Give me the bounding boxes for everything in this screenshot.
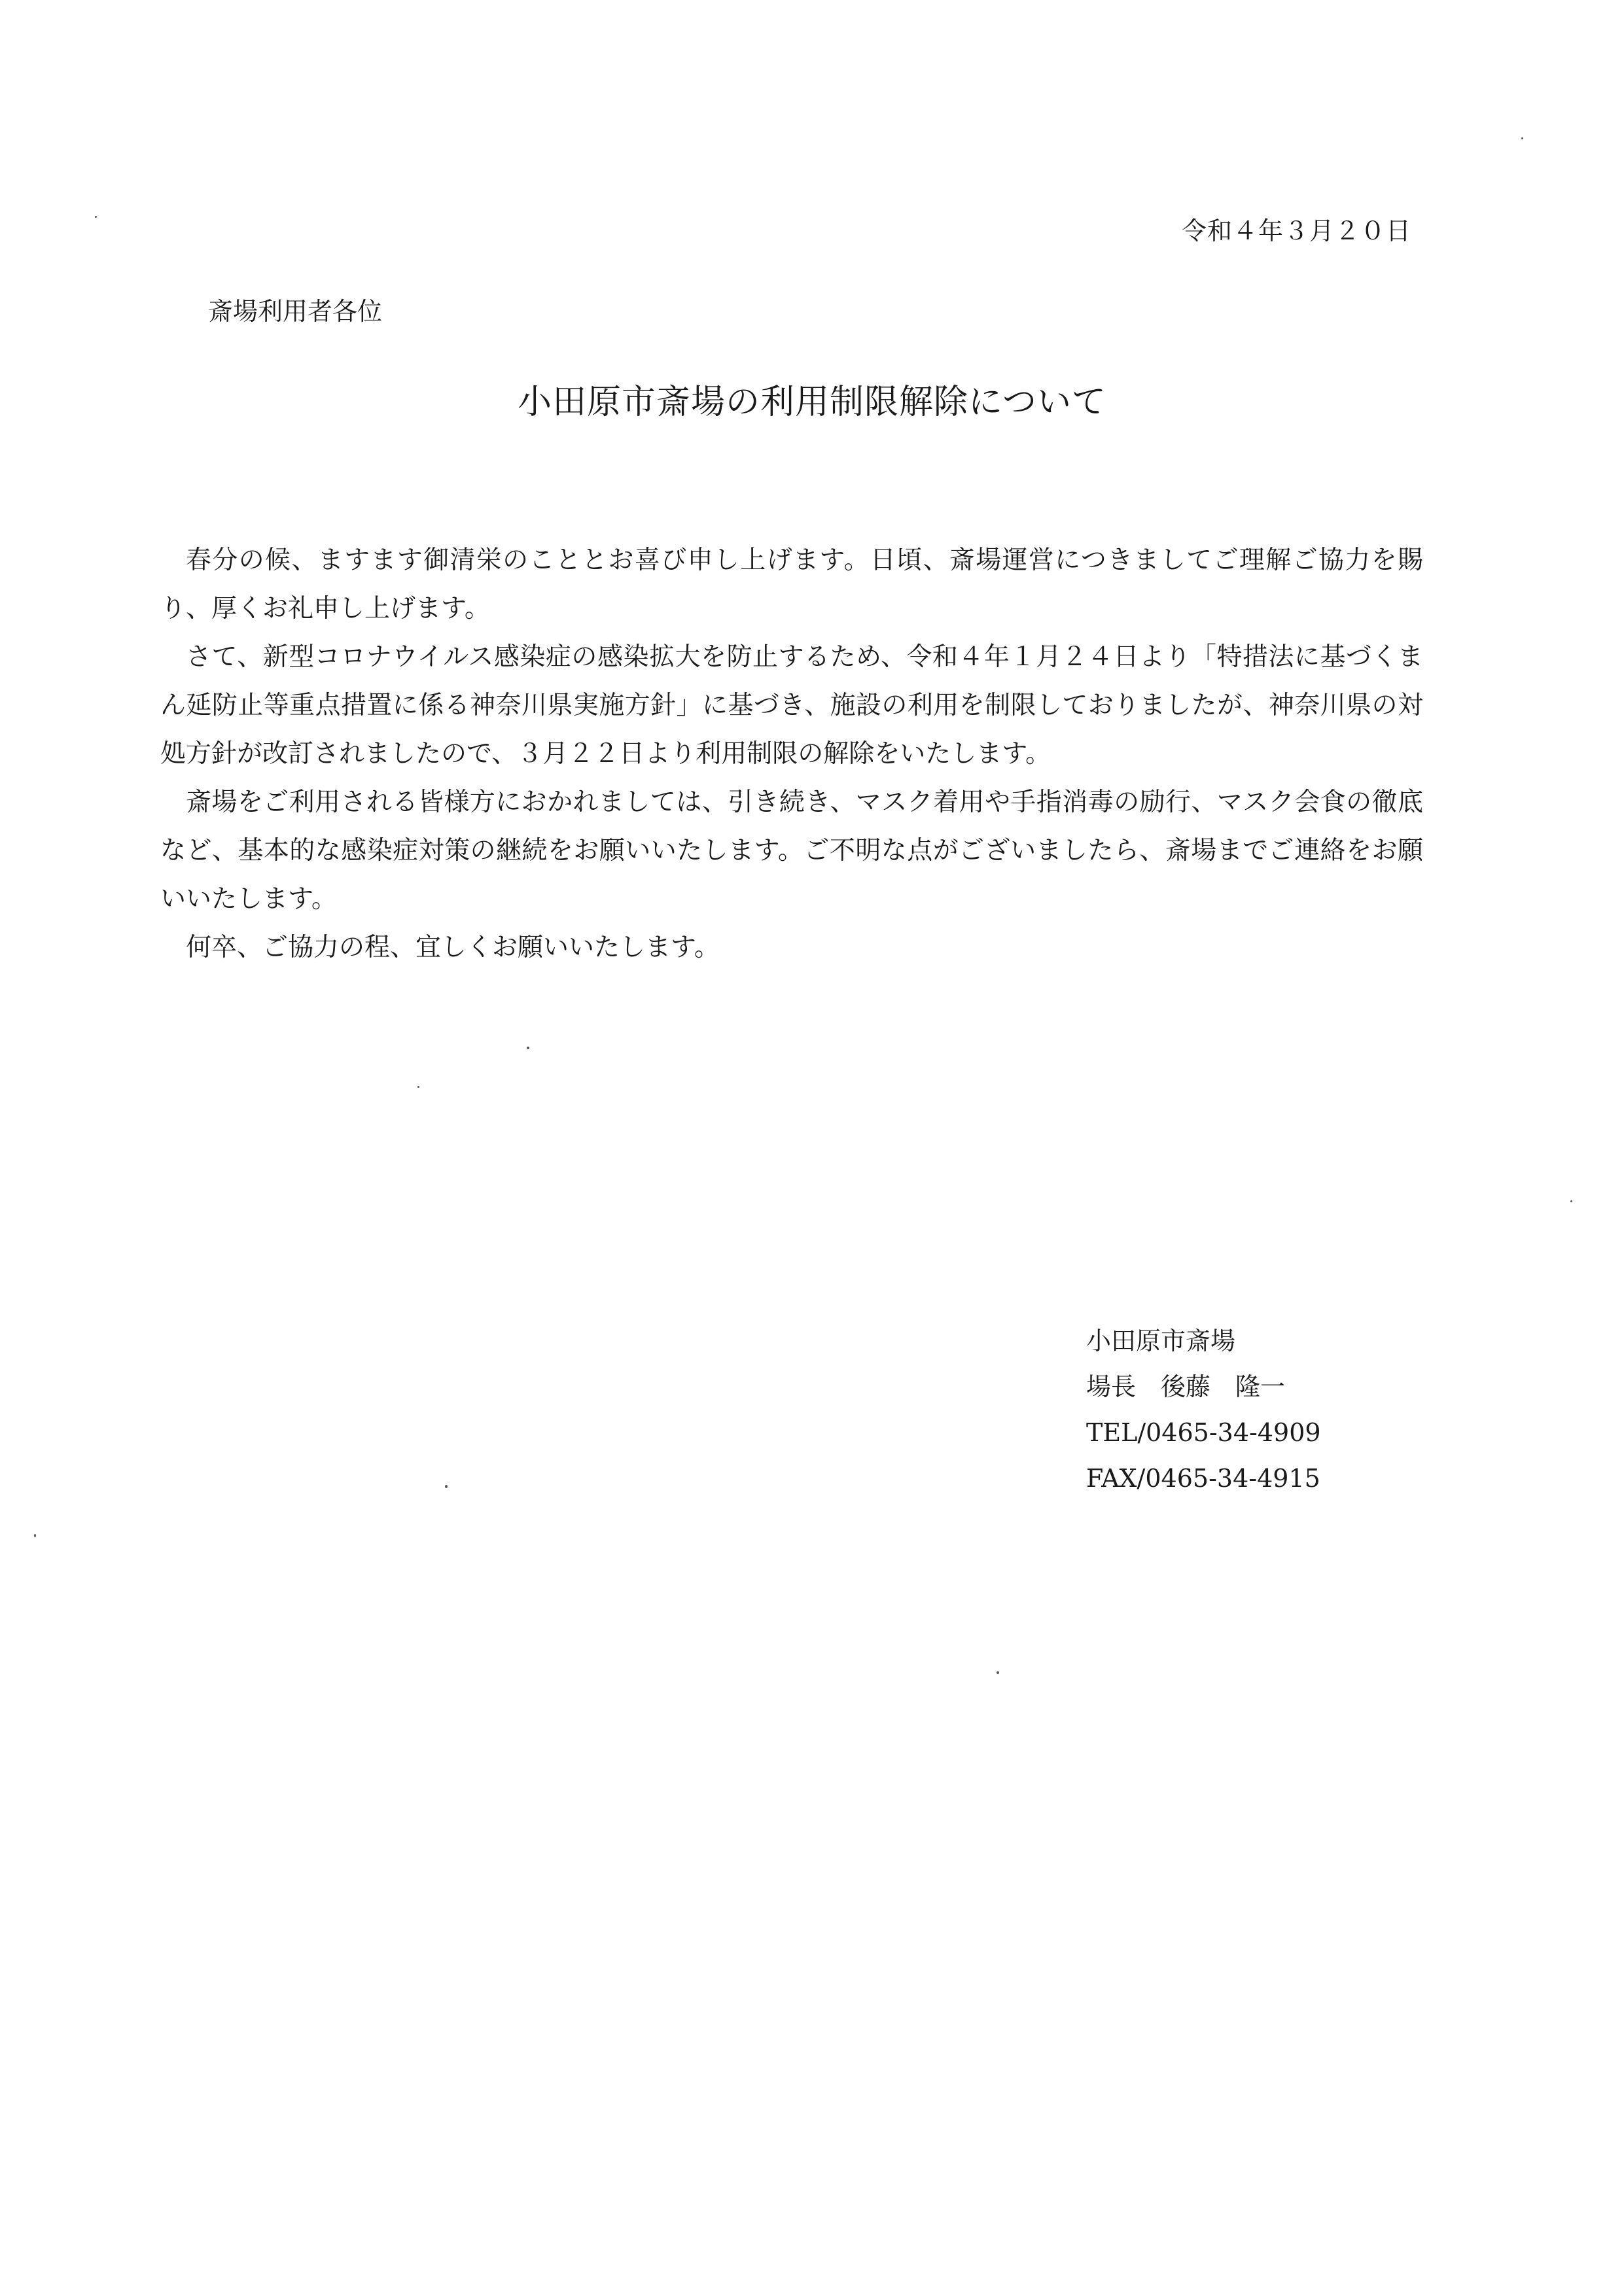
body-paragraph: さて、新型コロナウイルス感染症の感染拡大を防止するため、令和４年１月２４日より「特措法に基づくまん延防止等重点措置に係る神奈川県実施方針」に基づき、施設の利用を制限しておりましたが、神奈川県の対処方針が改訂されましたので、３月２２日より利用制限の解除をいたします。 (160, 642, 1423, 769)
scan-speck (997, 1671, 999, 1674)
signature-tel: TEL/0465-34-4909 (1086, 1418, 1321, 1447)
body-paragraph: 何卒、ご協力の程、宜しくお願いいたします。 (186, 933, 720, 962)
document-date: 令和４年３月２０日 (1181, 217, 1411, 245)
recipient-line: 斎場利用者各位 (208, 297, 383, 326)
scan-speck (34, 1534, 36, 1537)
scan-speck (445, 1485, 448, 1488)
body-paragraph: 斎場をご利用される皆様方におかれましては、引き続き、マスク着用や手指消毒の励行、マスク会食の徹底など、基本的な感染症対策の継続をお願いいたします。ご不明な点がございましたら、斎場までご連絡をお願いいたします。 (160, 788, 1423, 914)
document-title: 小田原市斎場の利用制限解除について (518, 383, 1106, 422)
signature-organization: 小田原市斎場 (1086, 1327, 1236, 1355)
scan-speck (1521, 137, 1523, 139)
signature-fax: FAX/0465-34-4915 (1086, 1464, 1320, 1493)
document-body (160, 536, 1423, 972)
scan-speck (95, 216, 97, 218)
body-paragraph: 春分の候、ますます御清栄のこととお喜び申し上げます。日頃、斎場運営につきましてご理解ご協力を賜り、厚くお礼申し上げます。 (160, 546, 1423, 623)
signature-person: 場長 後藤 隆一 (1086, 1372, 1286, 1401)
scan-speck (417, 1086, 419, 1088)
scan-speck (1570, 1200, 1572, 1202)
scan-speck (527, 1047, 529, 1049)
signature-block (1086, 1318, 1321, 1501)
